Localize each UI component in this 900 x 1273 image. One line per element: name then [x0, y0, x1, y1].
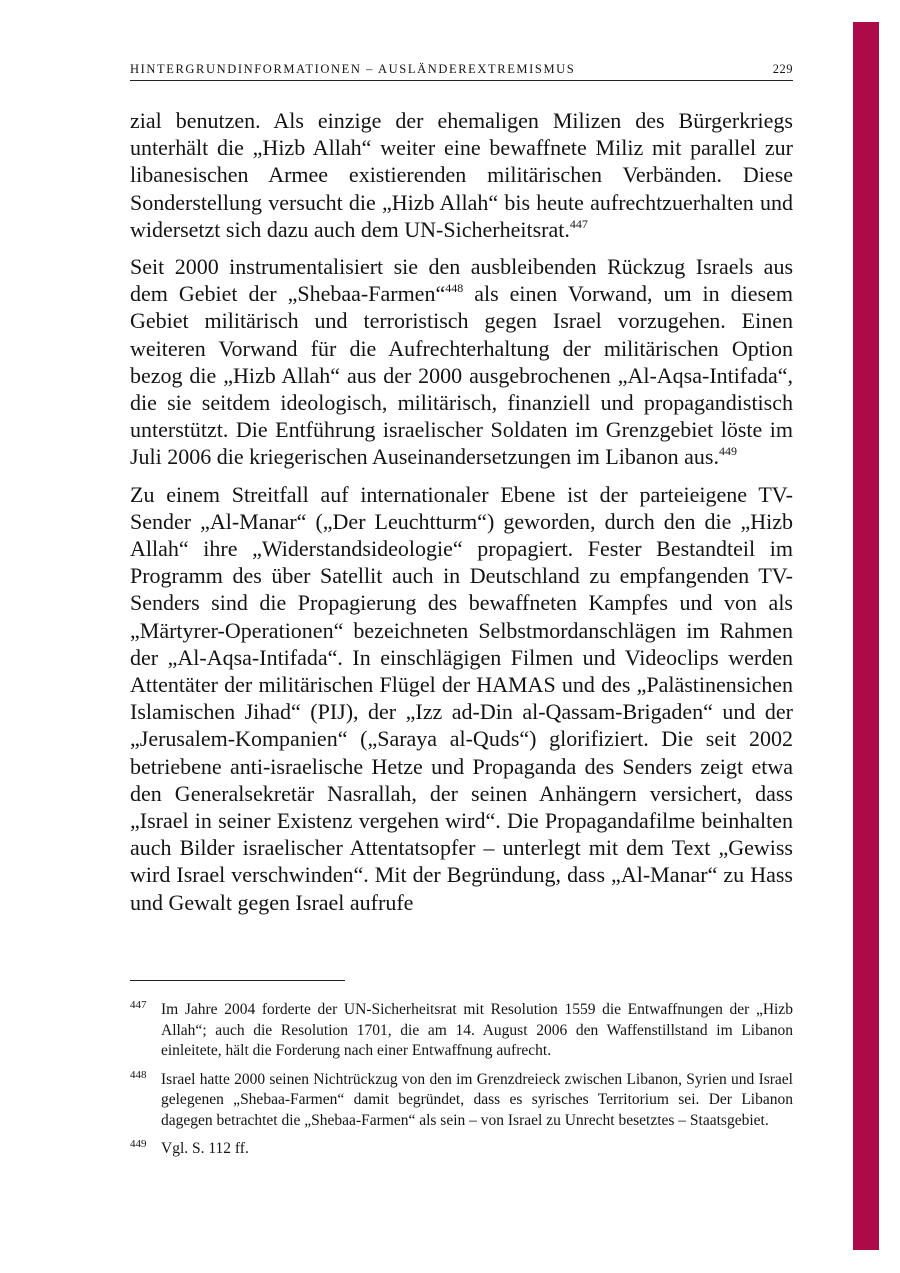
side-color-bar: [853, 22, 879, 1250]
footnote-ref-448[interactable]: 448: [445, 281, 464, 296]
footnote-ref-447[interactable]: 447: [569, 216, 588, 231]
footnote-separator: [130, 980, 345, 981]
footnote-text: Israel hatte 2000 seinen Nichtrückzug von den im Grenzdreieck zwischen Libanon, Syrien und Israel gelegenen „Shebaa-Farmen“ damit begründet, dass es syrisches Territorium sei. Der Libanon dagegen betrachtet die „Shebaa-Farmen“ als sein – von Israel zu Unrecht besetztes – Staatsgebiet.: [161, 1070, 793, 1129]
footnotes: [130, 1000, 793, 1168]
footnote-text: Im Jahre 2004 forderte der UN-Sicherheitsrat mit Resolution 1559 die Entwaffnungen der „Hizb Allah“; auch die Resolution 1701, die am 14. August 2006 den Waffenstillstand im Libanon einleitete, hält die Forderung nach einer Entwaffnung aufrecht.: [161, 1001, 793, 1059]
paragraph-1: [130, 107, 793, 243]
running-header: [130, 62, 793, 81]
header-title: HINTERGRUNDINFORMATIONEN – AUSLÄNDEREXTREMISMUS: [130, 62, 576, 76]
footnote-447: [130, 1000, 793, 1062]
paragraph-2: [130, 253, 793, 471]
paragraph-1-text: zial benutzen. Als einzige der ehemaligen Milizen des Bürgerkriegs unterhält die „Hizb Allah“ weiter eine bewaffnete Miliz mit parallel zur libanesischen Armee existierenden militärischen Verbänden. Diese Sonderstellung versucht die „Hizb Allah“ bis heute aufrechtzuerhalten und widersetzt sich dazu auch dem UN-Sicherheitsrat.: [130, 108, 793, 242]
footnote-number: 448: [130, 1068, 147, 1081]
page-number: 229: [772, 62, 793, 76]
footnote-text: Vgl. S. 112 ff.: [161, 1140, 249, 1157]
paragraph-2-text-start: Seit 2000 instrumentalisiert sie den ausbleibenden Rückzug Israels aus dem Gebiet der „Shebaa-Farmen“: [130, 254, 793, 307]
footnote-448: [130, 1070, 793, 1132]
paragraph-2-text-end: als einen Vorwand, um in diesem Gebiet militärisch und terroristisch gegen Israel vorzugehen. Einen weiteren Vorwand für die Aufrechterhaltung der militärischen Option bezog die „Hizb Allah“ aus der 2000 ausgebrochenen „Al-Aqsa-Intifada“, die sie seitdem ideologisch, militärisch, finanziell und propagandistisch unterstützt. Die Entführung israelischer Soldaten im Grenzgebiet löste im Juli 2006 die kriegerischen Auseinandersetzungen im Libanon aus.: [130, 281, 793, 470]
footnote-ref-449[interactable]: 449: [718, 444, 737, 459]
footnote-number: 447: [130, 999, 147, 1011]
paragraph-3: [130, 481, 793, 916]
footnote-number: 449: [130, 1138, 147, 1150]
paragraph-3-text: Zu einem Streitfall auf internationaler Ebene ist der parteieigene TV-Sender „Al-Manar“ („Der Leuchtturm“) geworden, durch den die „Hizb Allah“ ihre „Widerstandsideologie“ propagiert. Fester Bestandteil im Programm des über Satellit auch in Deutschland zu empfangenden TV-Senders sind die Propagierung des bewaffneten Kampfes und von als „Märtyrer-Operationen“ bezeichneten Selbstmordanschlägen im Rahmen der „Al-Aqsa-Intifada“. In einschlägigen Filmen und Videoclips werden Attentäter der militärischen Flügel der HAMAS und des „Palästinensichen Islamischen Jihad“ (PIJ), der „Izz ad-Din al-Qassam-Brigaden“ und der „Jerusalem-Kompanien“ („Saraya al-Quds“) glorifiziert. Die seit 2002 betriebene anti-israelische Hetze und Propaganda des Senders zeigt etwa den Generalsekretär Nasrallah, der seinen Anhängern versichert, dass „Israel in seiner Existenz vergehen wird“. Die Propagandafilme beinhalten auch Bilder israelischer Attentatsopfer – unterlegt mit dem Text „Gewiss wird Israel verschwinden“. Mit der Begründung, dass „Al-Manar“ zu Hass und Gewalt gegen Israel aufrufe: [130, 481, 793, 915]
footnote-449: [130, 1139, 793, 1160]
main-text: [130, 107, 793, 926]
